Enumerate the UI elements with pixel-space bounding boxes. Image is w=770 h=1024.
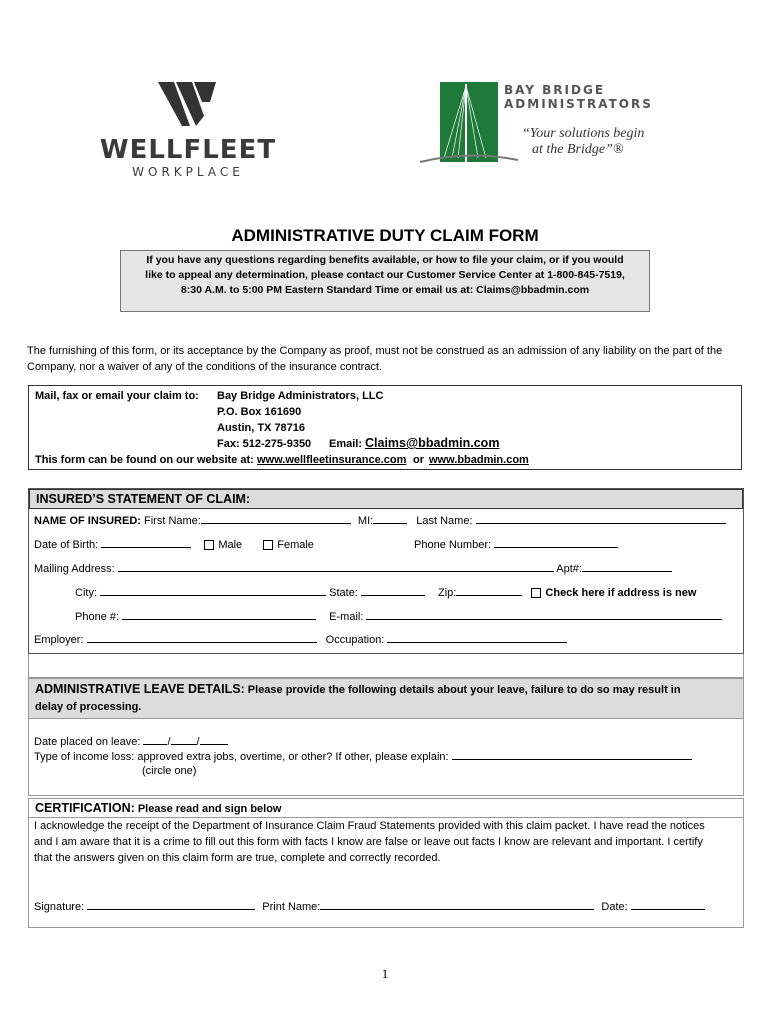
page-number: 1 xyxy=(381,966,389,981)
info-line-3: 8:30 A.M. to 5:00 PM Eastern Standard Time or email us at: Claims@bbadmin.com xyxy=(180,284,590,296)
city-field[interactable] xyxy=(100,585,326,596)
signature-field[interactable] xyxy=(87,899,255,910)
signature-row xyxy=(34,899,705,913)
zip-label: Zip: xyxy=(438,587,457,599)
new-address-checkbox[interactable] xyxy=(531,588,541,598)
last-name-field[interactable] xyxy=(476,513,726,524)
occupation-field[interactable] xyxy=(387,632,567,643)
apt-field[interactable] xyxy=(582,561,672,572)
form-title: ADMINISTRATIVE DUTY CLAIM FORM xyxy=(231,226,539,245)
occupation-label: Occupation: xyxy=(325,634,385,646)
info-line-1: If you have any questions regarding benefits available, or how to file your claim, or if you would xyxy=(146,254,624,266)
cert-header-text: Please read and sign below xyxy=(137,803,282,815)
email-label: E-mail: xyxy=(329,611,364,623)
income-type-label: Type of income loss: approved extra jobs, overtime, or other? If other, please explain: xyxy=(34,751,449,763)
employer-row xyxy=(34,632,567,646)
dob-row xyxy=(34,537,314,551)
website-label: This form can be found on our website at: xyxy=(35,454,254,466)
cert-text-2: and I am aware that it is a crime to fill out this form with facts I know are false or leave out facts I know are relevant and important. I certify xyxy=(34,836,703,848)
employer-label: Employer: xyxy=(34,634,84,646)
print-name-label: Print Name: xyxy=(262,901,321,913)
state-field[interactable] xyxy=(361,585,425,596)
male-checkbox[interactable] xyxy=(204,540,214,550)
wellfleet-name: WELLFLEET xyxy=(99,135,277,165)
leave-header-text-2: delay of processing. xyxy=(35,701,142,713)
name-label: NAME OF INSURED: xyxy=(34,515,141,527)
mail-label: Mail, fax or email your claim to: xyxy=(35,390,199,402)
mailing-label: Mailing Address: xyxy=(34,563,115,575)
employer-field[interactable] xyxy=(87,632,317,643)
date-placed-row: Date placed on leave: / / xyxy=(34,734,228,748)
mail-email-link[interactable]: Claims@bbadmin.com xyxy=(365,436,500,450)
wellfleet-logo xyxy=(98,80,278,179)
info-line-2: like to appeal any determination, please contact our Customer Service Center at 1-800-845-7519, xyxy=(145,269,625,281)
wellfleet-mark-icon xyxy=(98,80,278,130)
leave-header-text: Please provide the following details about your leave, failure to do so may result in xyxy=(247,684,681,696)
mail-fax: Fax: 512-275-9350 xyxy=(217,438,312,450)
cert-header xyxy=(29,799,743,818)
circle-one: (circle one) xyxy=(142,765,197,777)
disclaimer: The furnishing of this form, or its acceptance by the Company as proof, must not be construed as an admission of any liability on the part of the Company, nor a waiver of any of the conditions of the insurance contract. xyxy=(27,345,723,373)
mail-addr3: Austin, TX 78716 xyxy=(217,422,306,434)
insured-header: INSURED’S STATEMENT OF CLAIM: xyxy=(29,489,743,509)
date-year-field[interactable] xyxy=(200,734,228,745)
phone-number-label: Phone Number: xyxy=(414,539,492,551)
baybridge-tag1: “Your solutions begin xyxy=(522,126,645,141)
date-label: Date: xyxy=(601,901,628,913)
phone-label: Phone #: xyxy=(75,611,120,623)
female-checkbox[interactable] xyxy=(263,540,273,550)
mail-addr1: Bay Bridge Administrators, LLC xyxy=(217,390,384,402)
date-field[interactable] xyxy=(631,899,705,910)
city-label: City: xyxy=(75,587,97,599)
date-month-field[interactable] xyxy=(143,734,167,745)
leave-header-title: ADMINISTRATIVE LEAVE DETAILS: xyxy=(35,682,245,696)
dob-field[interactable] xyxy=(101,537,191,548)
wellfleet-sub: WORKPLACE xyxy=(132,165,244,179)
female-label: Female xyxy=(277,539,314,551)
email-field[interactable] xyxy=(366,609,722,620)
zip-field[interactable] xyxy=(456,585,522,596)
mi-label: MI: xyxy=(357,515,374,527)
apt-label: Apt#: xyxy=(556,563,582,575)
website-link-1[interactable]: www.wellfleetinsurance.com xyxy=(257,454,407,466)
phone-row xyxy=(75,609,722,623)
baybridge-line2: ADMINISTRATORS xyxy=(504,97,653,111)
baybridge-tag2: at the Bridge”® xyxy=(532,142,624,157)
last-name-label: Last Name: xyxy=(416,515,473,527)
state-label: State: xyxy=(329,587,358,599)
contact-info-box xyxy=(120,250,650,312)
signature-label: Signature: xyxy=(34,901,85,913)
mailing-box xyxy=(28,385,742,470)
phone-field[interactable] xyxy=(122,609,316,620)
phone-number-field[interactable] xyxy=(494,537,618,548)
website-or: or xyxy=(413,454,424,466)
baybridge-line1: BAY BRIDGE xyxy=(504,83,606,97)
leave-header xyxy=(29,679,743,719)
mailing-row xyxy=(34,561,672,575)
mail-addr2: P.O. Box 161690 xyxy=(217,406,302,418)
income-type-field[interactable] xyxy=(452,749,692,760)
cert-text-3: that the answers given on this claim form are true, complete and correctly recorded. xyxy=(34,852,441,864)
cert-text-1: I acknowledge the receipt of the Department of Insurance Claim Fraud Statements provided with this claim packet. I have read the notices xyxy=(34,820,705,832)
mailing-field[interactable] xyxy=(118,561,554,572)
city-row xyxy=(75,585,696,599)
baybridge-logo xyxy=(418,80,678,170)
mi-field[interactable] xyxy=(373,513,407,524)
website-link-2[interactable]: www.bbadmin.com xyxy=(429,454,529,466)
first-name-label: First Name: xyxy=(144,515,201,527)
date-day-field[interactable] xyxy=(171,734,197,745)
male-label: Male xyxy=(218,539,243,551)
date-placed-label: Date placed on leave: xyxy=(34,736,141,748)
spacer-row xyxy=(28,654,744,678)
income-type-row xyxy=(34,749,692,763)
name-row xyxy=(34,513,726,527)
mail-email-label: Email: xyxy=(329,438,363,450)
new-address-label: Check here if address is new xyxy=(545,587,697,599)
cert-header-title: CERTIFICATION: xyxy=(35,801,135,815)
dob-label: Date of Birth: xyxy=(34,539,99,551)
first-name-field[interactable] xyxy=(201,513,351,524)
print-name-field[interactable] xyxy=(320,899,594,910)
phone-number-row xyxy=(414,537,618,551)
